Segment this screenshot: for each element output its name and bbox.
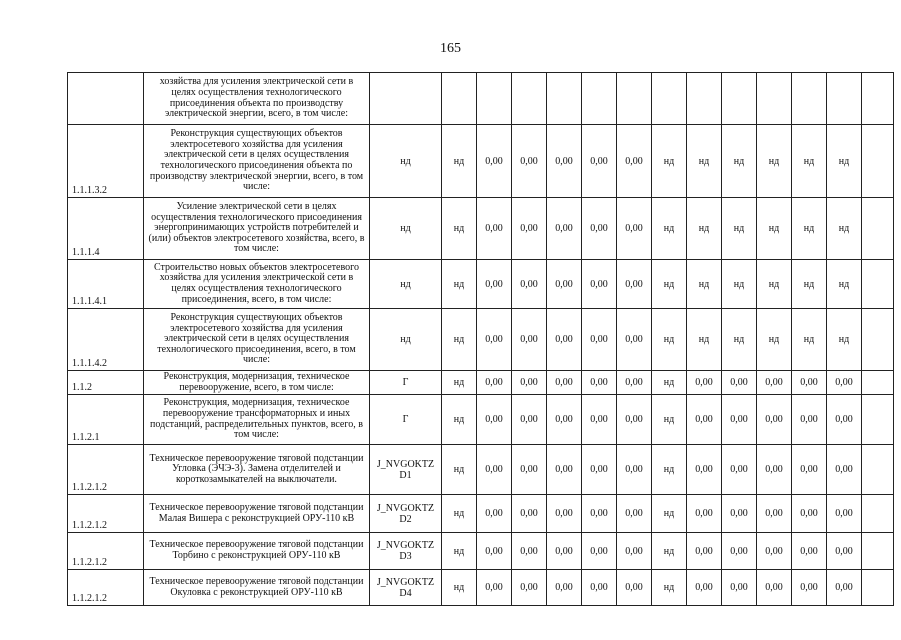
value-cell: 0,00 [547, 198, 582, 260]
row-title: Техническое перевооружение тяговой подстанции Торбино с реконструкцией ОРУ-110 кВ [144, 533, 370, 570]
value-cell: 0,00 [547, 445, 582, 495]
row-title: Техническое перевооружение тяговой подстанции Малая Вишера с реконструкцией ОРУ-110 кВ [144, 495, 370, 533]
value-cell: 0,00 [617, 570, 652, 606]
table-row [68, 260, 894, 309]
value-cell: 0,00 [582, 533, 617, 570]
row-code: J_NVGOKTZ D4 [370, 570, 442, 606]
value-cell: нд [827, 198, 862, 260]
value-cell [862, 309, 894, 371]
value-cell: нд [757, 125, 792, 198]
value-cell: 0,00 [512, 125, 547, 198]
value-cell: нд [757, 198, 792, 260]
value-cell: 0,00 [477, 371, 512, 395]
value-cell: нд [442, 371, 477, 395]
value-cell: 0,00 [477, 125, 512, 198]
value-cell: 0,00 [757, 445, 792, 495]
table-row [68, 533, 894, 570]
value-cell: 0,00 [582, 371, 617, 395]
value-cell: нд [722, 125, 757, 198]
value-cell [827, 73, 862, 125]
row-number: 1.1.2.1.2 [68, 445, 144, 495]
value-cell: нд [442, 570, 477, 606]
value-cell: 0,00 [687, 570, 722, 606]
value-cell [442, 73, 477, 125]
table-row [68, 445, 894, 495]
value-cell: 0,00 [477, 260, 512, 309]
value-cell: 0,00 [687, 371, 722, 395]
value-cell [862, 73, 894, 125]
value-cell: 0,00 [792, 570, 827, 606]
value-cell [862, 198, 894, 260]
table-row [68, 198, 894, 260]
value-cell: 0,00 [512, 309, 547, 371]
row-code: нд [370, 260, 442, 309]
value-cell: 0,00 [582, 260, 617, 309]
value-cell: нд [442, 198, 477, 260]
value-cell: 0,00 [757, 371, 792, 395]
row-code: Г [370, 371, 442, 395]
value-cell: нд [757, 309, 792, 371]
value-cell: 0,00 [687, 533, 722, 570]
value-cell: 0,00 [687, 395, 722, 445]
value-cell: 0,00 [512, 495, 547, 533]
value-cell: 0,00 [477, 533, 512, 570]
value-cell: 0,00 [512, 570, 547, 606]
value-cell [862, 495, 894, 533]
value-cell: нд [652, 198, 687, 260]
value-cell: нд [652, 125, 687, 198]
value-cell: 0,00 [547, 125, 582, 198]
value-cell: 0,00 [512, 260, 547, 309]
value-cell: нд [442, 445, 477, 495]
table-row [68, 395, 894, 445]
value-cell [862, 395, 894, 445]
value-cell: 0,00 [722, 371, 757, 395]
value-cell: 0,00 [617, 260, 652, 309]
row-code: нд [370, 198, 442, 260]
row-number: 1.1.2 [68, 371, 144, 395]
value-cell: 0,00 [827, 395, 862, 445]
value-cell: 0,00 [757, 495, 792, 533]
value-cell: 0,00 [582, 570, 617, 606]
value-cell: 0,00 [792, 371, 827, 395]
row-title: Реконструкция существующих объектов электросетевого хозяйства для усиления электрической сети в целях осуществления технологического присоединения объекта по производству электрической энергии, всего, в том числе: [144, 125, 370, 198]
value-cell: 0,00 [547, 260, 582, 309]
row-number: 1.1.2.1.2 [68, 495, 144, 533]
value-cell [722, 73, 757, 125]
value-cell: нд [687, 198, 722, 260]
value-cell: 0,00 [582, 309, 617, 371]
row-code: нд [370, 309, 442, 371]
value-cell: 0,00 [827, 371, 862, 395]
value-cell: 0,00 [582, 445, 617, 495]
value-cell: 0,00 [512, 371, 547, 395]
value-cell: 0,00 [477, 495, 512, 533]
row-number [68, 73, 144, 125]
row-number: 1.1.1.4 [68, 198, 144, 260]
value-cell [862, 533, 894, 570]
row-title: Реконструкция существующих объектов электросетевого хозяйства для усиления электрической сети в целях осуществления технологического присоединения, всего, в том числе: [144, 309, 370, 371]
value-cell: 0,00 [582, 198, 617, 260]
value-cell [652, 73, 687, 125]
value-cell: 0,00 [477, 198, 512, 260]
value-cell: нд [757, 260, 792, 309]
value-cell: нд [442, 533, 477, 570]
value-cell: нд [792, 198, 827, 260]
value-cell [687, 73, 722, 125]
value-cell: нд [652, 570, 687, 606]
value-cell: 0,00 [827, 570, 862, 606]
value-cell [862, 445, 894, 495]
value-cell: 0,00 [792, 495, 827, 533]
value-cell: 0,00 [617, 445, 652, 495]
value-cell: 0,00 [617, 495, 652, 533]
value-cell: нд [792, 260, 827, 309]
value-cell: нд [442, 395, 477, 445]
value-cell: 0,00 [722, 445, 757, 495]
value-cell: 0,00 [792, 533, 827, 570]
value-cell: 0,00 [722, 570, 757, 606]
value-cell: 0,00 [512, 198, 547, 260]
value-cell: 0,00 [547, 495, 582, 533]
value-cell: 0,00 [617, 198, 652, 260]
value-cell: нд [792, 309, 827, 371]
value-cell: 0,00 [792, 445, 827, 495]
value-cell: нд [722, 198, 757, 260]
row-code: J_NVGOKTZ D1 [370, 445, 442, 495]
value-cell: нд [722, 309, 757, 371]
value-cell: нд [442, 309, 477, 371]
value-cell: нд [652, 371, 687, 395]
value-cell: 0,00 [757, 395, 792, 445]
table-row [68, 309, 894, 371]
row-title: Реконструкция, модернизация, техническое перевооружение, всего, в том числе: [144, 371, 370, 395]
table-row [68, 570, 894, 606]
row-number: 1.1.1.3.2 [68, 125, 144, 198]
value-cell: 0,00 [477, 309, 512, 371]
value-cell [862, 570, 894, 606]
investment-table [67, 72, 894, 606]
value-cell: нд [687, 260, 722, 309]
value-cell: 0,00 [477, 395, 512, 445]
row-title: Строительство новых объектов электросетевого хозяйства для усиления электрической сети в целях осуществления технологического присоединения, всего, в том числе: [144, 260, 370, 309]
value-cell: 0,00 [477, 445, 512, 495]
value-cell: нд [442, 495, 477, 533]
value-cell: нд [827, 260, 862, 309]
value-cell: нд [687, 125, 722, 198]
value-cell [862, 371, 894, 395]
value-cell: нд [827, 125, 862, 198]
value-cell: 0,00 [547, 570, 582, 606]
value-cell: нд [722, 260, 757, 309]
table-row [68, 495, 894, 533]
value-cell: нд [652, 309, 687, 371]
row-title: Техническое перевооружение тяговой подстанции Окуловка с реконструкцией ОРУ-110 кВ [144, 570, 370, 606]
value-cell: нд [687, 309, 722, 371]
value-cell: 0,00 [547, 533, 582, 570]
value-cell: нд [652, 495, 687, 533]
value-cell: 0,00 [792, 395, 827, 445]
table-row [68, 371, 894, 395]
table-row [68, 73, 894, 125]
value-cell: нд [652, 260, 687, 309]
value-cell: 0,00 [722, 533, 757, 570]
value-cell: 0,00 [827, 533, 862, 570]
row-number: 1.1.2.1 [68, 395, 144, 445]
value-cell: 0,00 [547, 309, 582, 371]
row-number: 1.1.1.4.1 [68, 260, 144, 309]
value-cell: 0,00 [477, 570, 512, 606]
value-cell: 0,00 [617, 533, 652, 570]
row-code [370, 73, 442, 125]
value-cell [862, 125, 894, 198]
value-cell [477, 73, 512, 125]
value-cell: 0,00 [547, 371, 582, 395]
value-cell [792, 73, 827, 125]
row-title: Техническое перевооружение тяговой подстанции Угловка (ЭЧЭ-3). Замена отделителей и короткозамыкателей на выключатели. [144, 445, 370, 495]
row-code: J_NVGOKTZ D2 [370, 495, 442, 533]
value-cell: 0,00 [617, 371, 652, 395]
value-cell [862, 260, 894, 309]
value-cell: 0,00 [582, 125, 617, 198]
row-title: Реконструкция, модернизация, техническое перевооружение трансформаторных и иных подстанций, распределительных пунктов, всего, в том числе: [144, 395, 370, 445]
value-cell: 0,00 [547, 395, 582, 445]
value-cell: 0,00 [617, 395, 652, 445]
value-cell: 0,00 [687, 495, 722, 533]
row-title: хозяйства для усиления электрической сети в целях осуществления технологического присоединения объекта по производству электрической энергии, всего, в том числе: [144, 73, 370, 125]
value-cell: нд [652, 445, 687, 495]
value-cell [512, 73, 547, 125]
value-cell: 0,00 [757, 533, 792, 570]
value-cell: 0,00 [687, 445, 722, 495]
value-cell: нд [652, 395, 687, 445]
row-code: Г [370, 395, 442, 445]
value-cell [547, 73, 582, 125]
value-cell: нд [442, 125, 477, 198]
value-cell: нд [792, 125, 827, 198]
value-cell: 0,00 [722, 495, 757, 533]
value-cell: 0,00 [827, 495, 862, 533]
value-cell: 0,00 [722, 395, 757, 445]
row-code: нд [370, 125, 442, 198]
value-cell: нд [652, 533, 687, 570]
row-number: 1.1.1.4.2 [68, 309, 144, 371]
value-cell: 0,00 [757, 570, 792, 606]
value-cell: 0,00 [582, 495, 617, 533]
value-cell: 0,00 [827, 445, 862, 495]
row-title: Усиление электрической сети в целях осуществления технологического присоединения энергопринимающих устройств потребителей и (или) объектов электросетевого хозяйства, всего, в том числе: [144, 198, 370, 260]
value-cell: 0,00 [617, 309, 652, 371]
page-number: 165 [440, 41, 461, 56]
value-cell [582, 73, 617, 125]
value-cell: 0,00 [512, 445, 547, 495]
value-cell: нд [442, 260, 477, 309]
value-cell: 0,00 [582, 395, 617, 445]
row-code: J_NVGOKTZ D3 [370, 533, 442, 570]
value-cell: 0,00 [512, 533, 547, 570]
row-number: 1.1.2.1.2 [68, 533, 144, 570]
value-cell: 0,00 [617, 125, 652, 198]
value-cell [757, 73, 792, 125]
value-cell: нд [827, 309, 862, 371]
value-cell: 0,00 [512, 395, 547, 445]
table-row [68, 125, 894, 198]
row-number: 1.1.2.1.2 [68, 570, 144, 606]
value-cell [617, 73, 652, 125]
